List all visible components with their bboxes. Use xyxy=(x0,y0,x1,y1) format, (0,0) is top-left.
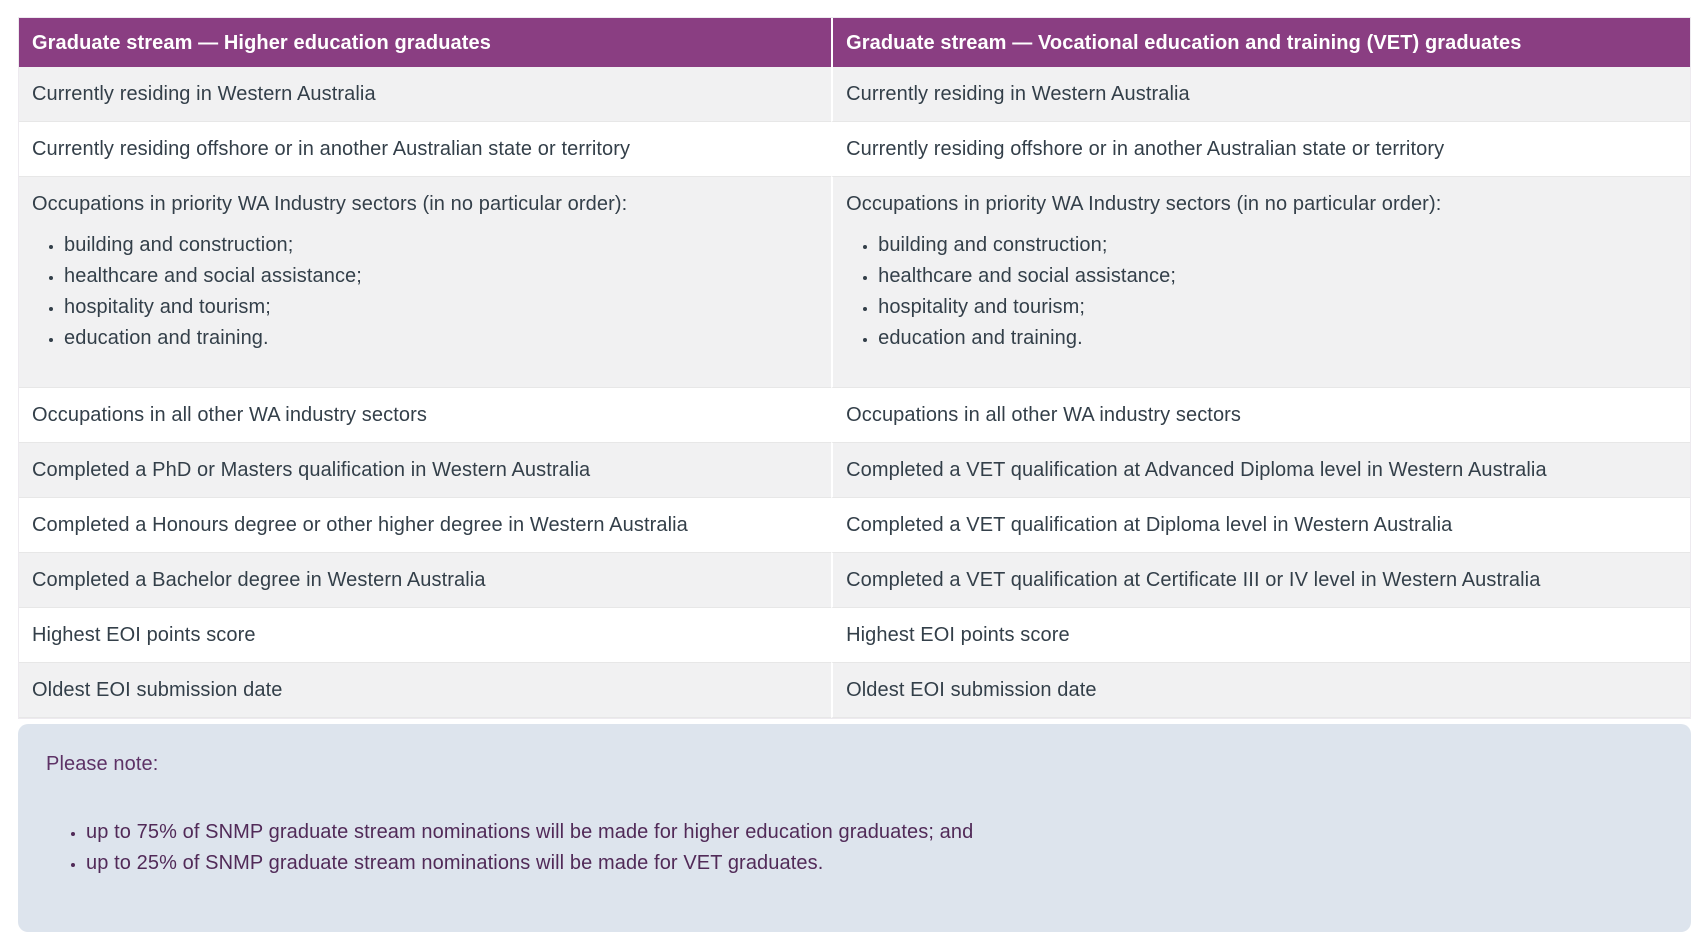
column-header-higher-ed: Graduate stream — Higher education graduates xyxy=(19,18,831,67)
criteria-row-other-sectors xyxy=(19,388,1690,443)
note-panel xyxy=(18,724,1691,932)
criteria-row-qualification-top xyxy=(19,443,1690,498)
criteria-row-eoi-date xyxy=(19,663,1690,718)
criteria-cell-vet: Currently residing in Western Australia xyxy=(831,67,1690,122)
note-bullet: • up to 75% of SNMP graduate stream nominations will be made for higher education graduates; and xyxy=(86,817,1661,848)
sector-item: • hospitality and tourism; xyxy=(878,294,1675,321)
criteria-cell-vet: Highest EOI points score xyxy=(831,608,1690,663)
criteria-cell-vet: Oldest EOI submission date xyxy=(831,663,1690,718)
sector-item: • education and training. xyxy=(64,325,816,352)
criteria-cell-higher-ed: Highest EOI points score xyxy=(19,608,831,663)
priority-sectors-intro: Occupations in priority WA Industry sectors (in no particular order): xyxy=(32,193,628,215)
priority-sectors-list xyxy=(32,232,816,352)
criteria-cell-vet: Completed a VET qualification at Certificate III or IV level in Western Australia xyxy=(831,553,1690,608)
criteria-cell-higher-ed: Completed a Honours degree or other higher degree in Western Australia xyxy=(19,498,831,553)
criteria-cell-higher-ed: Occupations in all other WA industry sectors xyxy=(19,388,831,443)
criteria-cell-higher-ed: Completed a Bachelor degree in Western Australia xyxy=(19,553,831,608)
table-header-row xyxy=(19,18,1690,67)
note-heading: Please note: xyxy=(46,753,159,775)
sector-item: • hospitality and tourism; xyxy=(64,294,816,321)
criteria-cell-higher-ed: Currently residing in Western Australia xyxy=(19,67,831,122)
note-list xyxy=(46,817,1661,879)
criteria-row-qualification-mid xyxy=(19,498,1690,553)
criteria-row-priority-sectors xyxy=(19,177,1690,388)
priority-sectors-list xyxy=(846,232,1675,352)
sector-item: • building and construction; xyxy=(878,232,1675,259)
criteria-cell-higher-ed xyxy=(19,177,831,388)
criteria-cell-vet: Completed a VET qualification at Diploma level in Western Australia xyxy=(831,498,1690,553)
note-bullet: • up to 25% of SNMP graduate stream nominations will be made for VET graduates. xyxy=(86,848,1661,879)
criteria-row-residing-offshore xyxy=(19,122,1690,177)
graduate-streams-table xyxy=(18,17,1691,719)
sector-item: • building and construction; xyxy=(64,232,816,259)
criteria-row-residing-wa xyxy=(19,67,1690,122)
priority-sectors-intro: Occupations in priority WA Industry sectors (in no particular order): xyxy=(846,193,1442,215)
criteria-cell-vet xyxy=(831,177,1690,388)
criteria-row-eoi-points xyxy=(19,608,1690,663)
criteria-cell-higher-ed: Currently residing offshore or in another Australian state or territory xyxy=(19,122,831,177)
sector-item: • education and training. xyxy=(878,325,1675,352)
column-header-vet: Graduate stream — Vocational education and training (VET) graduates xyxy=(831,18,1690,67)
criteria-cell-higher-ed: Completed a PhD or Masters qualification in Western Australia xyxy=(19,443,831,498)
sector-item: • healthcare and social assistance; xyxy=(878,263,1675,290)
criteria-cell-vet: Occupations in all other WA industry sectors xyxy=(831,388,1690,443)
sector-item: • healthcare and social assistance; xyxy=(64,263,816,290)
criteria-cell-higher-ed: Oldest EOI submission date xyxy=(19,663,831,718)
criteria-row-qualification-base xyxy=(19,553,1690,608)
criteria-cell-vet: Currently residing offshore or in another Australian state or territory xyxy=(831,122,1690,177)
criteria-cell-vet: Completed a VET qualification at Advanced Diploma level in Western Australia xyxy=(831,443,1690,498)
